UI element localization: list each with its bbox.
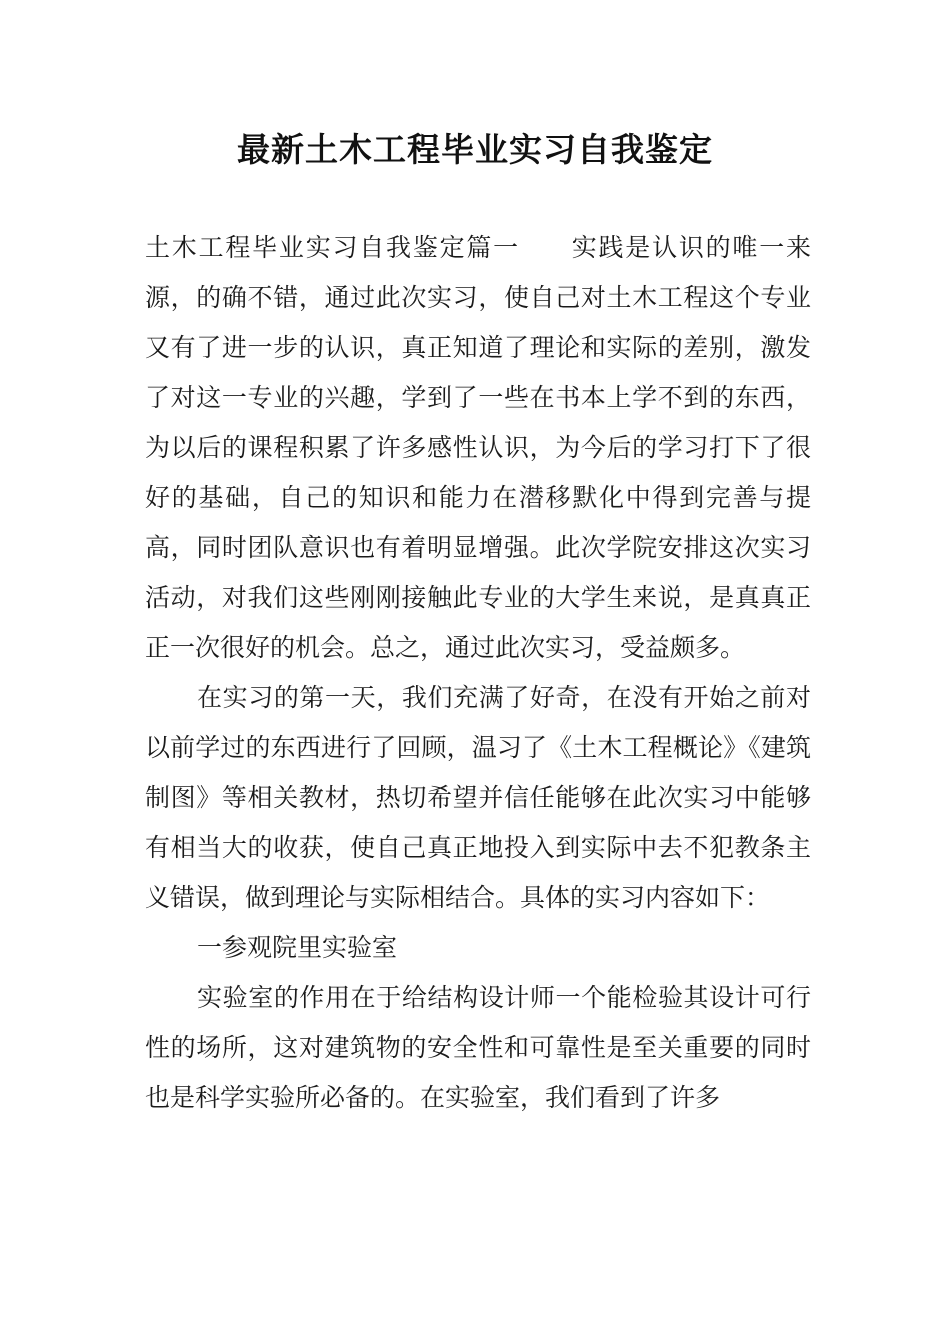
document-body: [145, 223, 811, 1123]
paragraph-text: 实践是认识的唯一来源，的确不错，通过此次实习，使自己对土木工程这个专业又有了进一步的认识，真正知道了理论和实际的差别，激发了对这一专业的兴趣，学到了一些在书本上学不到的东西，为以后的课程积累了许多感性认识，为今后的学习打下了很好的基础，自己的知识和能力在潜移默化中得到完善与提高，同时团队意识也有着明显增强。此次学院安排这次实习活动，对我们这些刚刚接触此专业的大学生来说，是真真正正一次很好的机会。总之，通过此次实习，受益颇多。: [145, 233, 811, 662]
paragraph-intro: [145, 223, 811, 673]
document-title: 最新土木工程毕业实习自我鉴定: [237, 130, 713, 169]
section-heading: 土木工程毕业实习自我鉴定篇一: [145, 233, 520, 262]
paragraph: 实验室的作用在于给结构设计师一个能检验其设计可行性的场所，这对建筑物的安全性和可靠性是至关重要的同时也是科学实验所必备的。在实验室，我们看到了许多: [145, 983, 811, 1112]
paragraph: 在实习的第一天，我们充满了好奇，在没有开始之前对以前学过的东西进行了回顾，温习了《土木工程概论》《建筑制图》等相关教材，热切希望并信任能够在此次实习中能够有相当大的收获，使自己真正地投入到实际中去不犯教条主义错误，做到理论与实际相结合。具体的实习内容如下：: [145, 683, 811, 912]
subsection-heading: 一参观院里实验室: [197, 933, 398, 962]
